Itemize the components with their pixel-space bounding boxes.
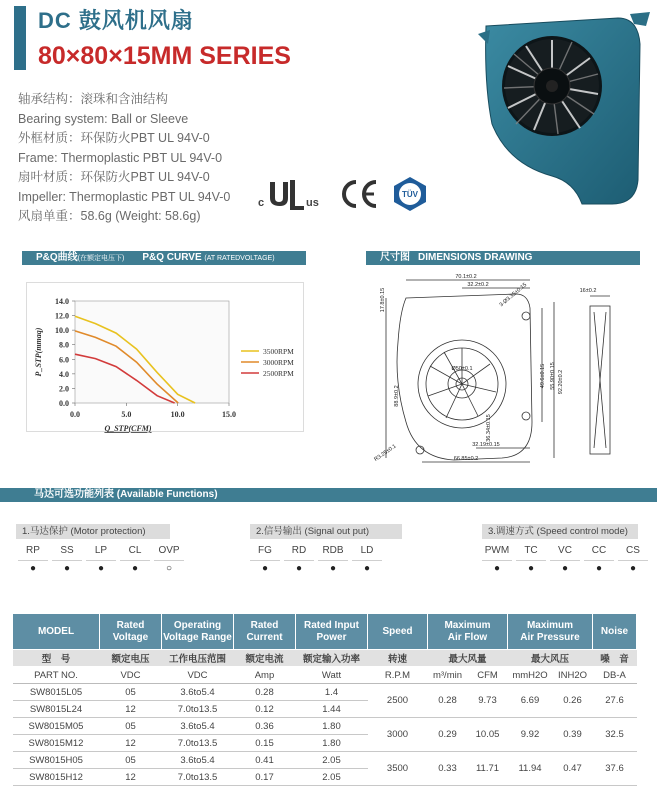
function-mark: ●: [493, 563, 501, 574]
table-cell: 12: [100, 735, 162, 752]
table-cell: 型 号: [13, 650, 100, 667]
y-tick-label: 2.0: [59, 384, 69, 394]
header-input-power: Rated Input Power: [296, 614, 368, 650]
table-cell: 3.6to5.4: [162, 718, 234, 735]
dimension-label: 36.34±0.15: [486, 414, 492, 442]
table-cell: 7.0to13.5: [162, 701, 234, 718]
function-mark: ●: [295, 563, 303, 574]
noise-cell: 32.5: [593, 718, 637, 752]
table-cell: 0.26: [553, 684, 593, 718]
table-cell: 6.69: [508, 684, 553, 718]
function-mark: ●: [29, 563, 37, 574]
y-tick-label: 6.0: [59, 355, 69, 365]
table-cell: 最大风量: [428, 650, 508, 667]
motor-protection-row: [16, 544, 186, 577]
table-cn-row: [13, 650, 637, 667]
function-item: [84, 544, 118, 577]
x-tick-label: 0.0: [70, 410, 80, 419]
y-tick-label: 12.0: [55, 311, 69, 321]
dimension-label: 55.90±0.15: [550, 362, 556, 390]
function-code: TC: [524, 545, 538, 556]
function-item: [16, 544, 50, 577]
x-tick-label: 5.0: [121, 410, 132, 419]
table-cell: 0.47: [553, 752, 593, 786]
function-code: CL: [128, 545, 142, 556]
function-item: [50, 544, 84, 577]
table-cell: VDC: [162, 667, 234, 684]
function-mark: ●: [97, 563, 105, 574]
function-mark: ○: [165, 563, 173, 574]
function-item: [582, 544, 616, 577]
function-item: [316, 544, 350, 577]
table-cell: Watt: [296, 667, 368, 684]
table-cell: VDC: [100, 667, 162, 684]
model-cell: SW8015M12: [13, 735, 100, 752]
svg-text:us: us: [306, 197, 319, 209]
table-cell: 额定输入功率: [296, 650, 368, 667]
function-item: [480, 544, 514, 577]
dimensions-title-cn: 尺寸图: [380, 252, 410, 263]
header-model: MODEL: [13, 614, 100, 650]
motor-protection-label: 1.马达保护 (Motor protection): [16, 524, 170, 539]
header-air-pressure: Maximum Air Pressure: [508, 614, 593, 650]
function-mark: ●: [363, 563, 371, 574]
table-cell: 0.39: [553, 718, 593, 752]
function-item: [514, 544, 548, 577]
pq-curve-note-en: (AT RATEDVOLTAGE): [204, 255, 275, 262]
function-mark: ●: [527, 563, 535, 574]
speed-cell: 2500: [368, 684, 428, 718]
function-code: FG: [258, 545, 272, 556]
function-code: VC: [558, 545, 572, 556]
tuv-certification-logo: [392, 176, 428, 212]
x-tick-label: 10.0: [170, 410, 185, 419]
function-code: LP: [94, 545, 108, 556]
dimension-label: 16±0.2: [579, 288, 597, 294]
table-cell: 额定电流: [234, 650, 296, 667]
table-cell: 05: [100, 684, 162, 701]
table-row: [13, 684, 637, 701]
pq-chart: [27, 283, 305, 433]
dimensions-drawing: [366, 272, 636, 468]
dimension-label: 88.9±0.2: [394, 385, 400, 407]
function-item: [616, 544, 650, 577]
table-row: [13, 752, 637, 769]
series-subtitle: 80×80×15MM SERIES: [38, 42, 291, 70]
function-item: [350, 544, 384, 577]
table-cell: 10.05: [468, 718, 508, 752]
table-cell: 转速: [368, 650, 428, 667]
function-mark: ●: [629, 563, 637, 574]
table-row: [13, 718, 637, 735]
table-cell: 11.94: [508, 752, 553, 786]
model-cell: SW8015L05: [13, 684, 100, 701]
ce-certification-logo: [336, 176, 380, 212]
y-tick-label: 0.0: [59, 399, 69, 408]
model-spec-table: [12, 613, 637, 786]
table-cell: 7.0to13.5: [162, 769, 234, 786]
table-cell: 3.6to5.4: [162, 752, 234, 769]
function-item: [548, 544, 582, 577]
table-cell: 05: [100, 718, 162, 735]
spec-bearing-en: Bearing system: Ball or Sleeve: [18, 111, 189, 126]
function-code: RP: [26, 545, 40, 556]
function-code: RD: [291, 545, 307, 556]
dimension-label: R3.25±0.1: [373, 443, 398, 463]
x-tick-label: 15.0: [222, 410, 236, 419]
model-cell: SW8015M05: [13, 718, 100, 735]
header-rated-current: Rated Current: [234, 614, 296, 650]
table-cell: PART NO.: [13, 667, 100, 684]
table-cell: R.P.M: [368, 667, 428, 684]
function-code: SS: [60, 545, 74, 556]
table-cell: 0.17: [234, 769, 296, 786]
x-axis-label: Q_STP(CFM): [104, 424, 152, 433]
speed-control-label: 3.调速方式 (Speed control mode): [482, 524, 638, 539]
table-cell: Amp: [234, 667, 296, 684]
legend-label-2500RPM: 2500RPM: [263, 369, 294, 378]
y-tick-label: 10.0: [55, 326, 69, 336]
model-cell: SW8015H05: [13, 752, 100, 769]
function-item: [282, 544, 316, 577]
dimension-label: Ø50±0.1: [451, 366, 473, 372]
table-cell: 2.05: [296, 769, 368, 786]
table-cell: INH2O: [553, 667, 593, 684]
function-mark: ●: [561, 563, 569, 574]
spec-impeller-en: Impeller: Thermoplastic PBT UL 94V-0: [18, 189, 231, 204]
y-tick-label: 14.0: [55, 297, 69, 306]
function-mark: ●: [131, 563, 139, 574]
table-cell: 0.41: [234, 752, 296, 769]
table-cell: 1.4: [296, 684, 368, 701]
function-item: [248, 544, 282, 577]
function-mark: ●: [63, 563, 71, 574]
table-cell: 1.44: [296, 701, 368, 718]
table-cell: 9.73: [468, 684, 508, 718]
svg-text:TÜV: TÜV: [402, 190, 418, 199]
table-cell: CFM: [468, 667, 508, 684]
table-cell: 噪 音: [593, 650, 637, 667]
table-cell: DB-A: [593, 667, 637, 684]
table-header-row: [13, 614, 637, 650]
dimension-label: 70.1±0.2: [455, 274, 477, 280]
signal-output-label: 2.信号输出 (Signal out put): [250, 524, 402, 539]
dimension-label: 49.6±0.15: [540, 363, 546, 389]
dimensions-section-bar: [366, 251, 640, 265]
model-cell: SW8015L24: [13, 701, 100, 718]
y-tick-label: 4.0: [59, 369, 69, 379]
pq-curve-note-cn: (在额定电压下): [77, 255, 125, 262]
table-cell: 9.92: [508, 718, 553, 752]
plot-area: [75, 301, 229, 403]
ul-certification-logo: [258, 176, 330, 212]
function-code: RDB: [322, 545, 344, 556]
function-mark: ●: [329, 563, 337, 574]
table-cell: 12: [100, 701, 162, 718]
table-cell: 工作电压范围: [162, 650, 234, 667]
table-cell: 3.6to5.4: [162, 684, 234, 701]
fan-product-image: [478, 4, 650, 209]
dimension-label: 3-Ø3.35±0.15: [498, 282, 529, 309]
legend-label-3500RPM: 3500RPM: [263, 347, 294, 356]
table-cell: 0.36: [234, 718, 296, 735]
function-code: PWM: [484, 545, 510, 556]
spec-weight: 风扇单重：58.6g (Weight: 58.6g): [18, 209, 201, 223]
function-code: CC: [591, 545, 607, 556]
table-cell: 最大风压: [508, 650, 593, 667]
table-cell: 05: [100, 752, 162, 769]
table-cell: 1.80: [296, 735, 368, 752]
header-rated-voltage: Rated Voltage: [100, 614, 162, 650]
function-code: CS: [626, 545, 640, 556]
table-cell: 7.0to13.5: [162, 735, 234, 752]
fan-outline-drawing: [386, 280, 610, 462]
function-mark: ●: [261, 563, 269, 574]
table-cell: 0.28: [234, 684, 296, 701]
model-cell: SW8015H12: [13, 769, 100, 786]
header-noise: Noise: [593, 614, 637, 650]
table-cell: 0.15: [234, 735, 296, 752]
speed-control-row: [480, 544, 650, 577]
spec-frame-en: Frame: Thermoplastic PBT UL 94V-0: [18, 150, 223, 165]
table-cell: 2.05: [296, 752, 368, 769]
svg-text:c: c: [258, 197, 265, 209]
function-code: LD: [360, 545, 374, 556]
title-accent-bar: [14, 6, 26, 70]
table-cell: 1.80: [296, 718, 368, 735]
dimension-label: 92.20±0.2: [558, 369, 564, 395]
function-item: [152, 544, 186, 577]
y-axis-label: P_STP(mmaq): [34, 327, 43, 377]
table-cell: 0.29: [428, 718, 468, 752]
dimensions-title-en: DIMENSIONS DRAWING: [418, 252, 533, 263]
legend-label-3000RPM: 3000RPM: [263, 358, 294, 367]
pq-curve-title-cn: P&Q曲线: [36, 252, 78, 263]
table-cell: 0.28: [428, 684, 468, 718]
spec-impeller-cn: 扇叶材质：环保防火PBT UL 94V-0: [18, 170, 210, 184]
table-cell: 0.12: [234, 701, 296, 718]
table-cell: 11.71: [468, 752, 508, 786]
table-cell: m³/min: [428, 667, 468, 684]
speed-cell: 3000: [368, 718, 428, 752]
table-cell: 额定电压: [100, 650, 162, 667]
noise-cell: 37.6: [593, 752, 637, 786]
pq-curve-section-bar: [22, 251, 306, 265]
y-tick-label: 8.0: [59, 340, 69, 350]
header-air-flow: Maximum Air Flow: [428, 614, 508, 650]
header-speed: Speed: [368, 614, 428, 650]
noise-cell: 27.6: [593, 684, 637, 718]
table-units-row: [13, 667, 637, 684]
signal-output-row: [248, 544, 384, 577]
table-cell: 0.33: [428, 752, 468, 786]
speed-cell: 3500: [368, 752, 428, 786]
functions-section-title: 马达可选功能列表 (Available Functions): [34, 489, 218, 500]
table-cell: mmH2O: [508, 667, 553, 684]
function-mark: ●: [595, 563, 603, 574]
spec-bearing-cn: 轴承结构：滚珠和含油结构: [18, 92, 169, 106]
page-title: DC 鼓风机风扇: [38, 8, 194, 33]
pq-curve-title-en: P&Q CURVE: [142, 252, 202, 263]
dimension-label: 32.2±0.2: [467, 282, 489, 288]
dimension-label: 66.85±0.2: [453, 456, 479, 462]
dimension-label: 32.19±0.15: [472, 442, 500, 448]
function-code: OVP: [158, 545, 180, 556]
dimension-label: 17.8±0.15: [380, 287, 386, 313]
pq-chart-frame: [26, 282, 304, 432]
function-item: [118, 544, 152, 577]
header-voltage-range: Operating Voltage Range: [162, 614, 234, 650]
table-cell: 12: [100, 769, 162, 786]
spec-frame-cn: 外框材质：环保防火PBT UL 94V-0: [18, 131, 210, 145]
